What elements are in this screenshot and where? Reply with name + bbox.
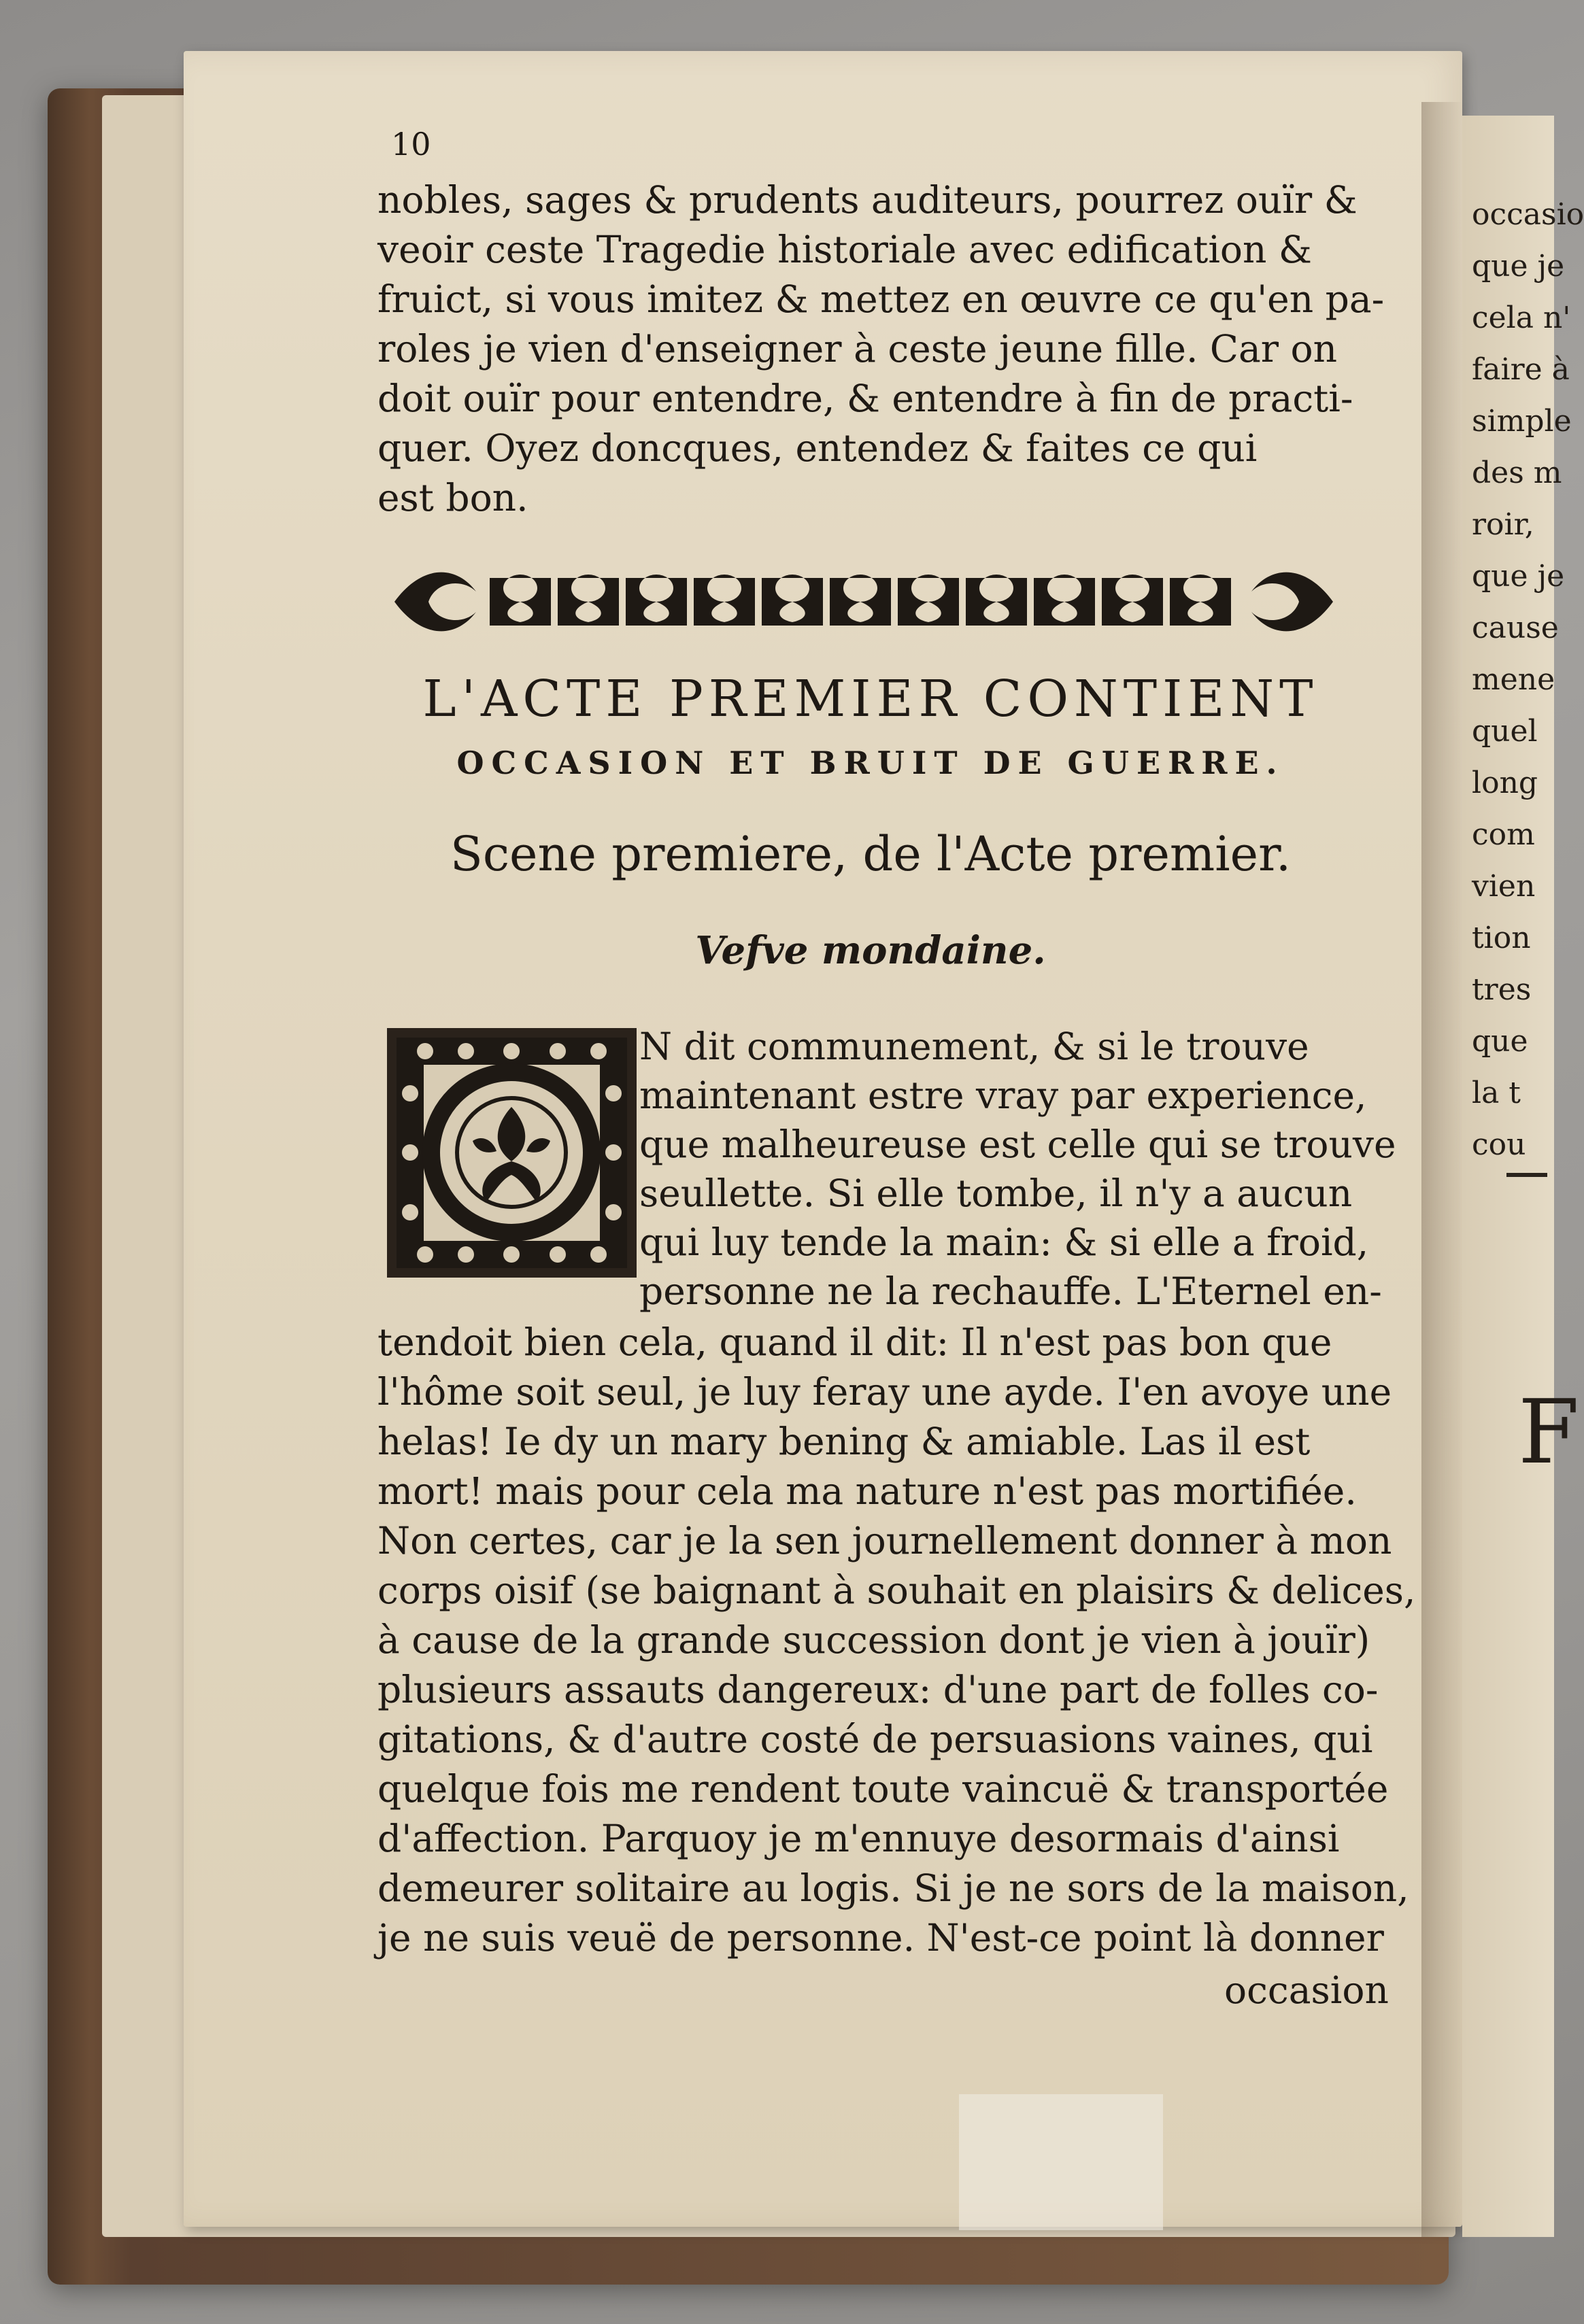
facing-text-fragment: que je xyxy=(1472,559,1565,594)
text-line: N dit communement, & si le trouve xyxy=(639,1025,1309,1068)
facing-text-fragment: roir, xyxy=(1472,507,1534,542)
text-line: à cause de la grande succession dont je vien à jouïr) xyxy=(377,1618,1370,1662)
ornamental-initial-o xyxy=(384,1025,639,1280)
text-line: quelque fois me rendent toute vaincuë & transportée xyxy=(377,1767,1389,1811)
facing-text-fragment: com xyxy=(1472,817,1535,852)
page-number: 10 xyxy=(391,126,431,163)
ornament-unit xyxy=(1034,575,1095,626)
act-heading: L'ACTE PREMIER CONTIENT xyxy=(422,670,1319,728)
text-line: plusieurs assauts dangereux: d'une part de folles co- xyxy=(377,1668,1379,1711)
text-line: fruict, si vous imitez & mettez en œuvre ce qu'en pa- xyxy=(377,277,1385,321)
text-line: quer. Oyez doncques, entendez & faites ce qui xyxy=(377,426,1258,470)
ornament-unit xyxy=(966,575,1027,626)
facing-text-fragment: cou xyxy=(1472,1127,1526,1162)
text-line: veoir ceste Tragedie historiale avec edification & xyxy=(377,228,1312,271)
facing-text-fragment: tion xyxy=(1472,921,1531,955)
ornament-unit xyxy=(694,575,755,626)
facing-text-fragment: vien xyxy=(1472,869,1536,904)
text-line: roles je vien d'enseigner à ceste jeune fille. Car on xyxy=(377,327,1338,371)
facing-text-fragment: simple xyxy=(1472,404,1572,439)
ornament-unit xyxy=(830,575,891,626)
facing-text-fragment: tres xyxy=(1472,972,1532,1007)
facing-text-fragment: faire à xyxy=(1472,352,1570,387)
text-line: corps oisif (se baignant à souhait en plaisirs & delices, xyxy=(377,1569,1416,1612)
ornament-unit xyxy=(898,575,959,626)
text-line: que malheureuse est celle qui se trouve xyxy=(639,1123,1396,1166)
paper-patch xyxy=(959,2094,1163,2230)
text-line: d'affection. Parquoy je m'ennuye desormais d'ainsi xyxy=(377,1817,1340,1860)
facing-text-fragment: cela n' xyxy=(1472,301,1571,335)
facing-text-fragment: des m xyxy=(1472,456,1562,490)
ornament-unit xyxy=(1170,575,1231,626)
text-line: l'hôme soit seul, je luy feray une ayde. I'en avoye une xyxy=(377,1370,1392,1414)
text-line: tendoit bien cela, quand il dit: Il n'est pas bon que xyxy=(377,1320,1332,1364)
text-line: demeurer solitaire au logis. Si je ne sors de la maison, xyxy=(377,1866,1409,1910)
ornament-unit xyxy=(762,575,823,626)
text-line: personne ne la rechauffe. L'Eternel en- xyxy=(639,1269,1382,1313)
facing-text-fragment: la t xyxy=(1472,1076,1521,1110)
text-line: nobles, sages & prudents auditeurs, pourrez ouïr & xyxy=(377,178,1358,222)
text-line: gitations, & d'autre costé de persuasions vaines, qui xyxy=(377,1718,1373,1761)
facing-text-fragment: long xyxy=(1472,766,1538,800)
book-gutter xyxy=(1421,102,1462,2237)
text-line: je ne suis veuë de personne. N'est-ce point là donner xyxy=(377,1916,1384,1960)
text-line: doit ouïr pour entendre, & entendre à fin de practi- xyxy=(377,377,1353,420)
text-line: est bon. xyxy=(377,476,528,519)
facing-text-fragment: cause xyxy=(1472,611,1559,645)
facing-text-fragment: occasio xyxy=(1472,197,1584,232)
text-line: maintenant estre vray par experience, xyxy=(639,1074,1367,1117)
text-line: helas! Ie dy un mary bening & amiable. Las il est xyxy=(377,1420,1311,1463)
ornament-band xyxy=(381,551,1347,653)
text-line: qui luy tende la main: & si elle a froid, xyxy=(639,1220,1369,1264)
speaker-name: Vefve mondaine. xyxy=(695,928,1046,973)
facing-page-rule xyxy=(1506,1173,1547,1177)
scene-title: Scene premiere, de l'Acte premier. xyxy=(450,826,1292,882)
act-subheading: OCCASION ET BRUIT DE GUERRE. xyxy=(456,745,1285,781)
catchword: occasion xyxy=(1224,1968,1389,2012)
text-line: mort! mais pour cela ma nature n'est pas mortifiée. xyxy=(377,1469,1357,1513)
ornament-unit xyxy=(626,575,687,626)
facing-text-fragment: que xyxy=(1472,1024,1528,1059)
text-line: Non certes, car je la sen journellement donner à mon xyxy=(377,1519,1392,1562)
facing-page-letter: F xyxy=(1518,1380,1580,1484)
facing-text-fragment: que je xyxy=(1472,249,1565,284)
ornament-unit xyxy=(490,575,551,626)
text-line: seullette. Si elle tombe, il n'y a aucun xyxy=(639,1172,1353,1215)
facing-text-fragment: quel xyxy=(1472,714,1538,749)
facing-text-fragment: mene xyxy=(1472,662,1555,697)
ornament-unit xyxy=(1102,575,1163,626)
ornament-unit xyxy=(558,575,619,626)
